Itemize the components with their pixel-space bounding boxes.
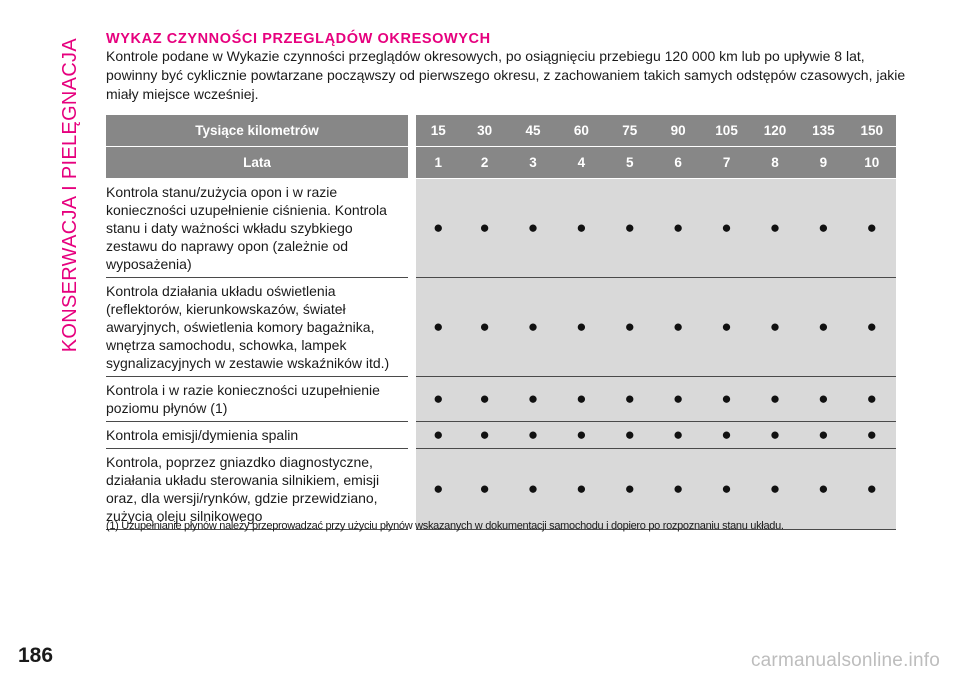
header-km-value: 135 [799, 115, 847, 147]
header-km-value: 150 [848, 115, 896, 147]
check-dot-icon: ● [721, 389, 732, 408]
interval-cell [848, 377, 896, 422]
interval-cell [751, 377, 799, 422]
interval-cell [848, 179, 896, 278]
check-dot-icon: ● [818, 317, 829, 336]
header-row-km [106, 115, 896, 147]
interval-cell [557, 179, 605, 278]
header-km-value: 120 [751, 115, 799, 147]
check-dot-icon: ● [527, 389, 539, 408]
interval-cell [412, 179, 460, 278]
check-dot-icon: ● [818, 479, 829, 498]
check-dot-icon: ● [769, 317, 781, 336]
task-description: Kontrola i w razie konieczności uzupełnienie poziomu płynów (1) [106, 377, 412, 422]
page-title: WYKAZ CZYNNOŚCI PRZEGLĄDÓW OKRESOWYCH [106, 31, 491, 47]
check-dot-icon: ● [479, 218, 490, 237]
check-dot-icon: ● [433, 425, 444, 444]
interval-cell [848, 278, 896, 377]
interval-cell [751, 422, 799, 449]
interval-cell [606, 422, 654, 449]
interval-cell [412, 449, 460, 530]
check-dot-icon: ● [576, 425, 587, 444]
interval-cell [799, 278, 847, 377]
header-year-value: 4 [557, 147, 605, 179]
table-row [106, 422, 896, 449]
interval-cell [654, 278, 702, 377]
check-dot-icon: ● [433, 389, 444, 408]
check-dot-icon: ● [866, 425, 877, 444]
check-dot-icon: ● [624, 218, 635, 237]
interval-cell [606, 377, 654, 422]
interval-cell [751, 179, 799, 278]
check-dot-icon: ● [866, 317, 877, 336]
interval-cell [654, 449, 702, 530]
check-dot-icon: ● [479, 317, 490, 336]
interval-cell [702, 449, 750, 530]
interval-cell [606, 179, 654, 278]
header-km-value: 90 [654, 115, 702, 147]
interval-cell [557, 278, 605, 377]
task-description: Kontrola działania układu oświetlenia (reflektorów, kierunkowskazów, świateł awaryjnych, oświetlenia komory bagażnika, wnętrza samochodu, schowka, lampek sygnalizacyjnych w zestawie wskaźników itd.) [106, 278, 412, 377]
check-dot-icon: ● [576, 479, 587, 498]
header-year-value: 1 [412, 147, 460, 179]
interval-cell [509, 449, 557, 530]
interval-cell [606, 449, 654, 530]
interval-cell [509, 179, 557, 278]
check-dot-icon: ● [769, 218, 781, 237]
interval-cell [654, 179, 702, 278]
section-label: KONSERWACJA I PIELĘGNACJA [59, 38, 81, 353]
check-dot-icon: ● [818, 389, 829, 408]
table-row [106, 179, 896, 278]
interval-cell [848, 449, 896, 530]
header-year-value: 5 [606, 147, 654, 179]
check-dot-icon: ● [721, 218, 732, 237]
interval-cell [799, 422, 847, 449]
interval-cell [460, 422, 508, 449]
check-dot-icon: ● [433, 218, 444, 237]
check-dot-icon: ● [624, 425, 635, 444]
interval-cell [460, 278, 508, 377]
interval-cell [702, 179, 750, 278]
check-dot-icon: ● [479, 479, 490, 498]
header-km-value: 45 [509, 115, 557, 147]
check-dot-icon: ● [576, 317, 587, 336]
page-number: 186 [18, 644, 54, 667]
header-year-value: 8 [751, 147, 799, 179]
interval-cell [412, 422, 460, 449]
check-dot-icon: ● [818, 425, 829, 444]
interval-cell [848, 422, 896, 449]
check-dot-icon: ● [866, 218, 877, 237]
interval-cell [412, 278, 460, 377]
interval-cell [654, 377, 702, 422]
header-km-label: Tysiące kilometrów [106, 115, 412, 147]
check-dot-icon: ● [527, 218, 539, 237]
check-dot-icon: ● [479, 389, 490, 408]
interval-cell [799, 377, 847, 422]
check-dot-icon: ● [673, 425, 684, 444]
header-km-value: 60 [557, 115, 605, 147]
task-description: Kontrola emisji/dymienia spalin [106, 422, 412, 449]
interval-cell [702, 422, 750, 449]
interval-cell [606, 278, 654, 377]
check-dot-icon: ● [673, 389, 684, 408]
interval-cell [460, 449, 508, 530]
interval-cell [799, 179, 847, 278]
table-row [106, 449, 896, 530]
schedule-body [106, 179, 896, 530]
table-row [106, 278, 896, 377]
check-dot-icon: ● [479, 425, 490, 444]
check-dot-icon: ● [673, 218, 684, 237]
check-dot-icon: ● [769, 389, 781, 408]
check-dot-icon: ● [433, 479, 444, 498]
check-dot-icon: ● [433, 317, 444, 336]
check-dot-icon: ● [769, 425, 781, 444]
header-year-value: 6 [654, 147, 702, 179]
check-dot-icon: ● [721, 425, 732, 444]
check-dot-icon: ● [527, 317, 539, 336]
interval-cell [702, 278, 750, 377]
check-dot-icon: ● [624, 389, 635, 408]
task-description: Kontrola stanu/zużycia opon i w razie konieczności uzupełnienie ciśnienia. Kontrola stanu i daty ważności wkładu szybkiego zestawu do naprawy opon (zależnie od wyposażenia) [106, 179, 412, 278]
check-dot-icon: ● [866, 479, 877, 498]
interval-cell [509, 377, 557, 422]
header-year-value: 2 [460, 147, 508, 179]
interval-cell [557, 449, 605, 530]
header-km-value: 30 [460, 115, 508, 147]
watermark: carmanualsonline.info [750, 650, 940, 671]
header-km-value: 15 [412, 115, 460, 147]
check-dot-icon: ● [721, 317, 732, 336]
check-dot-icon: ● [527, 479, 539, 498]
check-dot-icon: ● [673, 317, 684, 336]
check-dot-icon: ● [624, 317, 635, 336]
check-dot-icon: ● [673, 479, 684, 498]
check-dot-icon: ● [576, 218, 587, 237]
footnote: (1) Uzupełnianie płynów należy przeprowadzać przy użyciu płynów wskazanych w dokumentacji samochodu i dopiero po rozpoznaniu stanu układu. [106, 520, 784, 532]
check-dot-icon: ● [576, 389, 587, 408]
header-years-label: Lata [106, 147, 412, 179]
interval-cell [460, 377, 508, 422]
check-dot-icon: ● [769, 479, 781, 498]
header-row-years [106, 147, 896, 179]
check-dot-icon: ● [866, 389, 877, 408]
interval-cell [412, 377, 460, 422]
interval-cell [654, 422, 702, 449]
interval-cell [460, 179, 508, 278]
check-dot-icon: ● [721, 479, 732, 498]
interval-cell [751, 278, 799, 377]
check-dot-icon: ● [624, 479, 635, 498]
interval-cell [557, 422, 605, 449]
interval-cell [799, 449, 847, 530]
check-dot-icon: ● [818, 218, 829, 237]
header-km-value: 75 [606, 115, 654, 147]
interval-cell [509, 422, 557, 449]
intro-paragraph: Kontrole podane w Wykazie czynności przeglądów okresowych, po osiągnięciu przebiegu 120 000 km lub po upływie 8 lat, powinny być cyklicznie powtarzane począwszy od pierwszego okresu, z zachowaniem takich samych odstępów czasowych, jakie miały miejsce wcześniej. [106, 48, 906, 102]
table-row [106, 377, 896, 422]
header-year-value: 10 [848, 147, 896, 179]
interval-cell [557, 377, 605, 422]
header-year-value: 9 [799, 147, 847, 179]
maintenance-schedule-table [106, 115, 896, 530]
interval-cell [702, 377, 750, 422]
task-description: Kontrola, poprzez gniazdko diagnostyczne, działania układu sterowania silnikiem, emisji oraz, dla wersji/rynków, gdzie przewidziano, zużycia oleju silnikowego [106, 449, 412, 530]
header-km-value: 105 [702, 115, 750, 147]
interval-cell [751, 449, 799, 530]
section-side-tab [52, 38, 88, 378]
header-year-value: 7 [702, 147, 750, 179]
check-dot-icon: ● [527, 425, 539, 444]
header-year-value: 3 [509, 147, 557, 179]
interval-cell [509, 278, 557, 377]
